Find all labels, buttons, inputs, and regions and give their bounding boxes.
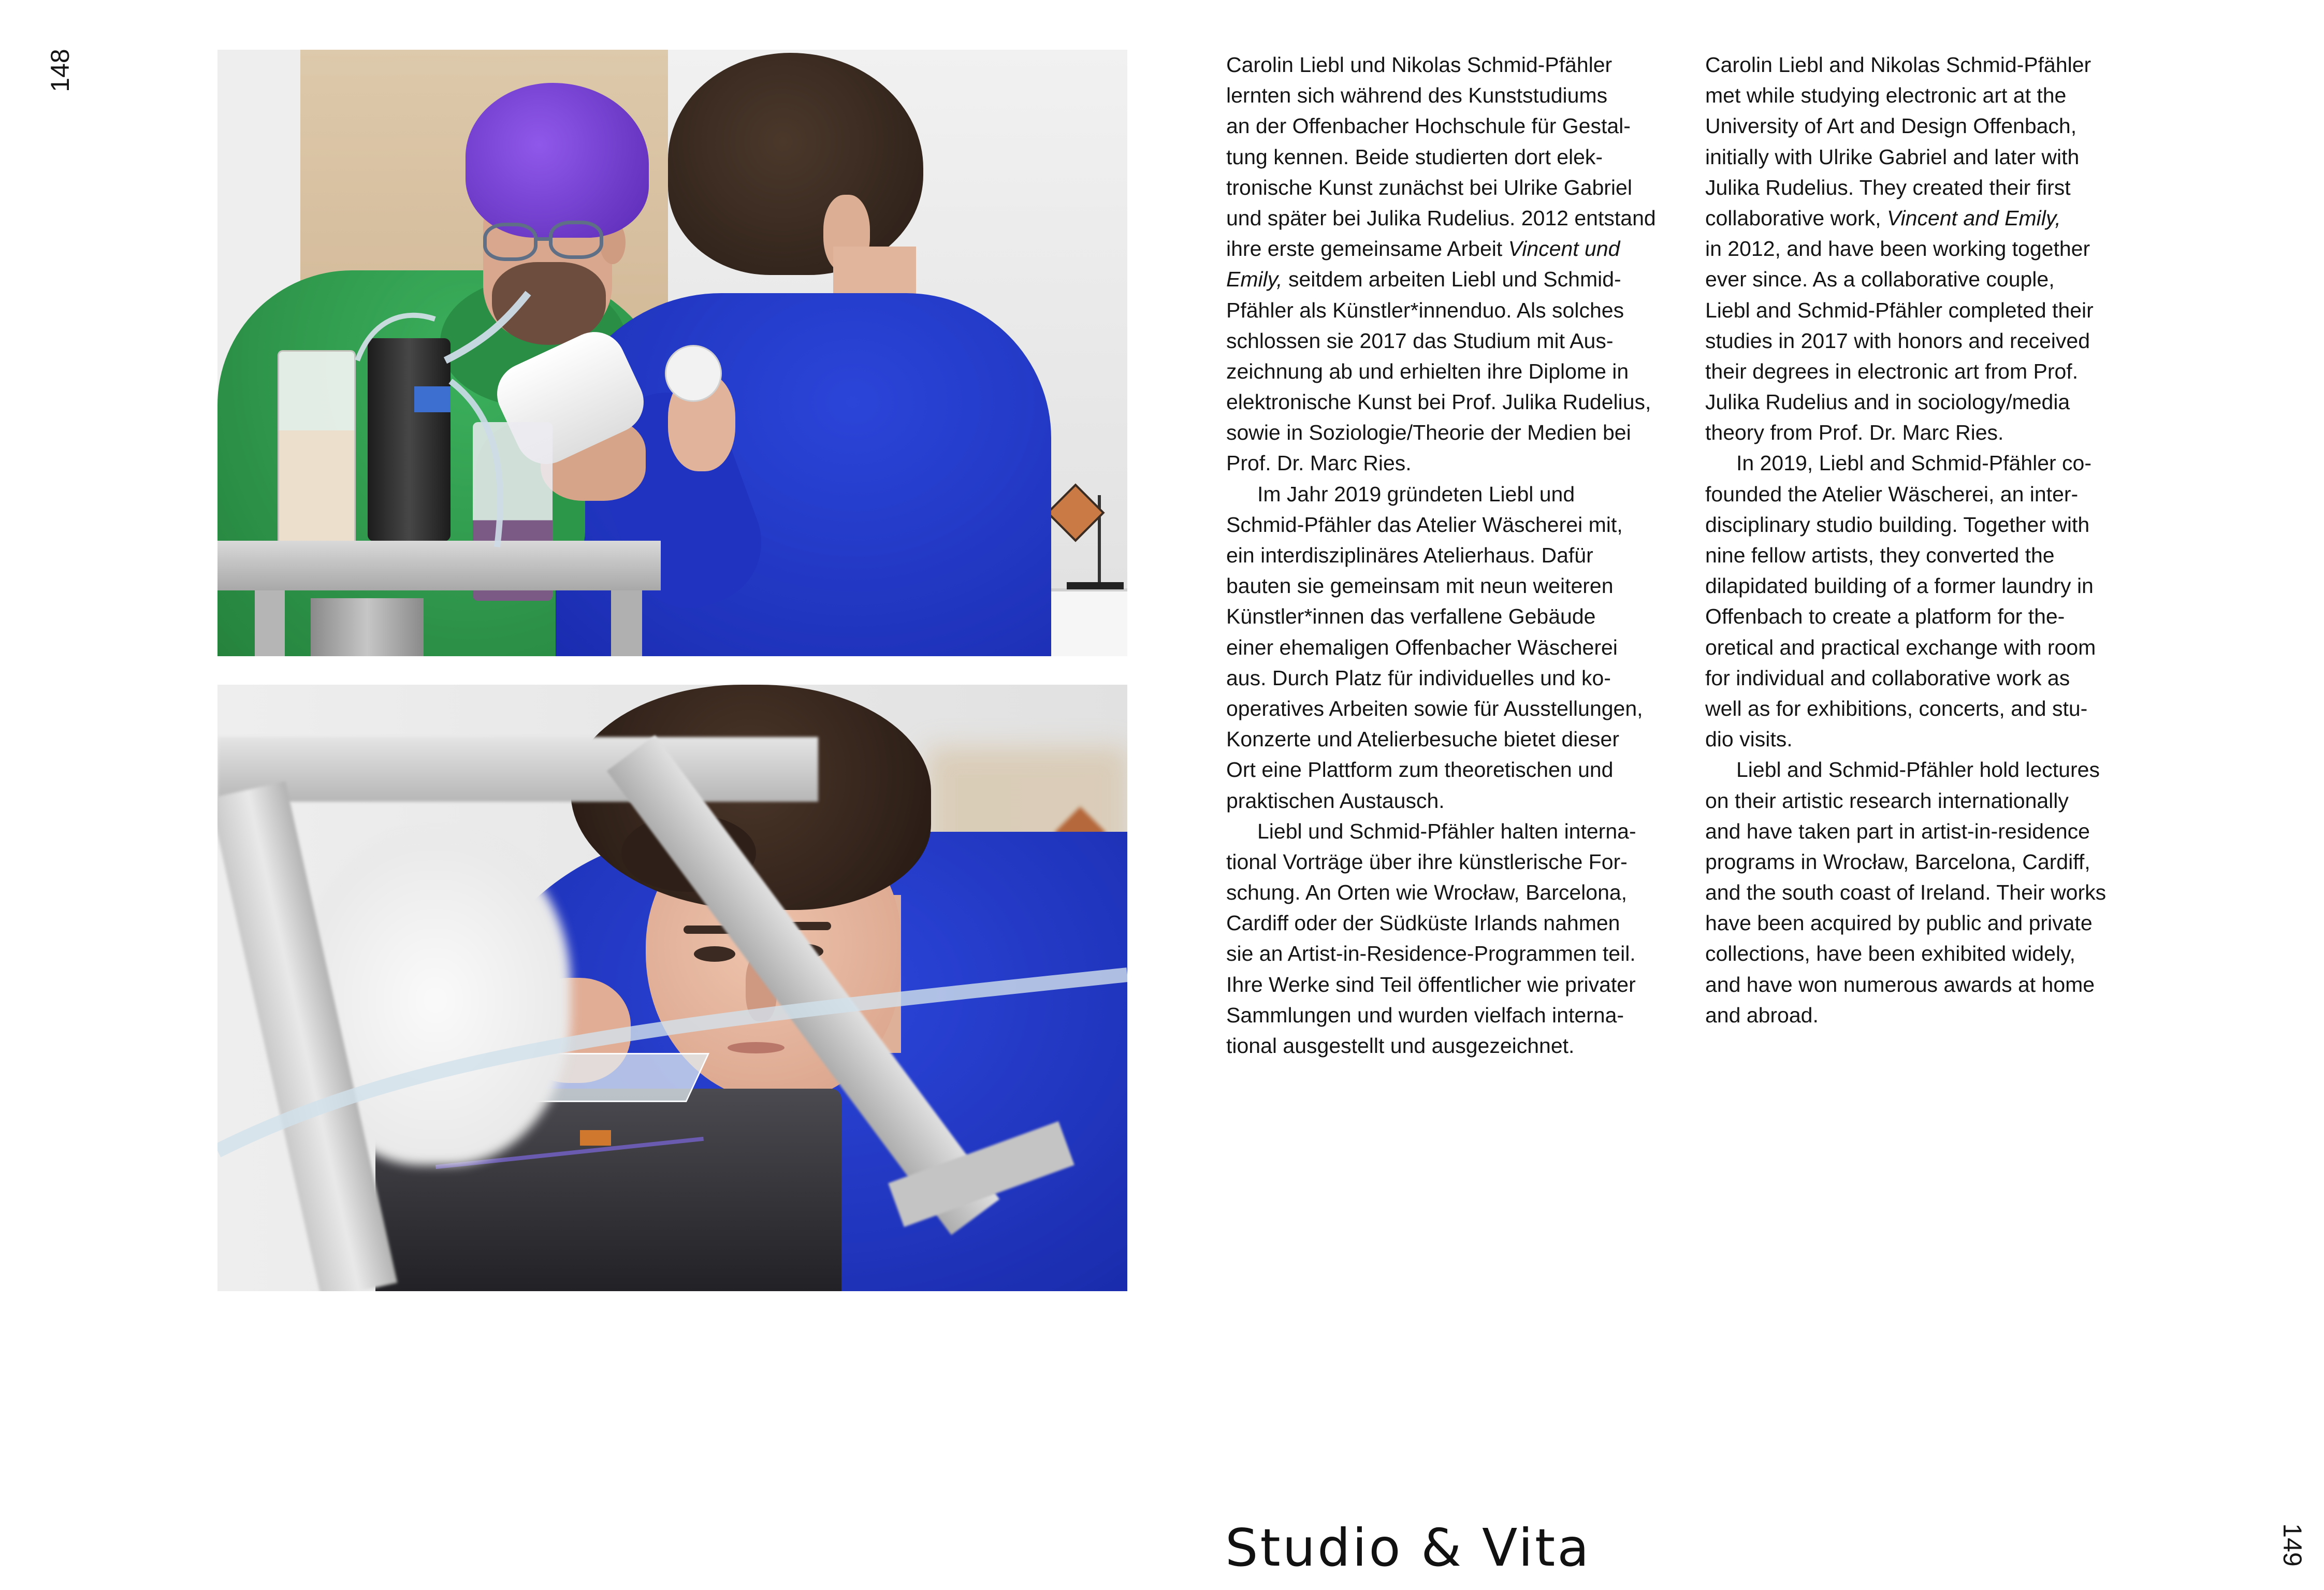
text-line: for individual and collaborative work as bbox=[1705, 666, 2070, 690]
photo-top bbox=[217, 50, 1127, 656]
text-line: dio visits. bbox=[1705, 727, 1793, 751]
text-line bbox=[1705, 203, 2161, 234]
text-line: elektronische Kunst bei Prof. Julika Rudelius, bbox=[1226, 390, 1651, 414]
text-line: initially with Ulrike Gabriel and later with bbox=[1705, 144, 2080, 169]
text-line: In 2019, Liebl and Schmid-Pfähler co- bbox=[1736, 451, 2092, 475]
text-line: operatives Arbeiten sowie für Ausstellungen, bbox=[1226, 696, 1643, 720]
photo-bottom bbox=[217, 685, 1127, 1291]
text-segment: seitdem arbeiten Liebl und Schmid- bbox=[1282, 267, 1621, 292]
text-line: schlossen sie 2017 das Studium mit Aus- bbox=[1226, 328, 1614, 353]
text-line: einer ehemaligen Offenbacher Wäscherei bbox=[1226, 635, 1618, 659]
text-line: ever since. As a collaborative couple, bbox=[1705, 267, 2055, 292]
paragraph bbox=[1705, 50, 2161, 448]
text-line bbox=[1226, 234, 1682, 264]
paragraph bbox=[1226, 816, 1682, 1062]
text-line: and the south coast of Ireland. Their works bbox=[1705, 880, 2107, 905]
text-line: have been acquired by public and private bbox=[1705, 911, 2093, 935]
text-line: Künstler*innen das verfallene Gebäude bbox=[1226, 604, 1596, 629]
text-line: their degrees in electronic art from Prof. bbox=[1705, 359, 2079, 383]
italic-work-title: Vincent und bbox=[1508, 237, 1620, 261]
text-line: and have taken part in artist-in-residence bbox=[1705, 819, 2090, 843]
text-line: sowie in Soziologie/Theorie der Medien bei bbox=[1226, 421, 1631, 445]
text-line: Julika Rudelius and in sociology/media bbox=[1705, 390, 2070, 414]
text-line: programs in Wrocław, Barcelona, Cardiff, bbox=[1705, 849, 2090, 874]
text-line: on their artistic research internationally bbox=[1705, 788, 2069, 813]
text-line: Liebl and Schmid-Pfähler hold lectures bbox=[1736, 758, 2100, 782]
text-line: Offenbach to create a platform for the- bbox=[1705, 604, 2065, 629]
text-line: tung kennen. Beide studierten dort elek- bbox=[1226, 144, 1603, 169]
text-line: and abroad. bbox=[1705, 1003, 1819, 1027]
italic-work-title: Vincent and Emily, bbox=[1886, 206, 2061, 230]
text-line: tional Vorträge über ihre künstlerische For- bbox=[1226, 849, 1628, 874]
text-line: aus. Durch Platz für individuelles und ko- bbox=[1226, 666, 1611, 690]
text-line: well as for exhibitions, concerts, and stu- bbox=[1705, 696, 2088, 720]
text-line: met while studying electronic art at the bbox=[1705, 83, 2067, 108]
text-line: studies in 2017 with honors and received bbox=[1705, 328, 2090, 353]
page-number-left: 148 bbox=[46, 49, 75, 92]
page-number-right: 149 bbox=[2278, 1523, 2307, 1567]
text-line: nine fellow artists, they converted the bbox=[1705, 543, 2055, 567]
text-line: collections, have been exhibited widely, bbox=[1705, 942, 2075, 966]
text-line: Konzerte und Atelierbesuche bietet dieser bbox=[1226, 727, 1620, 751]
text-line: tional ausgestellt und ausgezeichnet. bbox=[1226, 1034, 1575, 1058]
text-line: disciplinary studio building. Together with bbox=[1705, 512, 2090, 537]
text-column-german bbox=[1226, 50, 1682, 1061]
text-line: tronische Kunst zunächst bei Ulrike Gabriel bbox=[1226, 175, 1632, 199]
text-line: bauten sie gemeinsam mit neun weiteren bbox=[1226, 574, 1614, 598]
text-line: Julika Rudelius. They created their first bbox=[1705, 175, 2071, 199]
text-line: oretical and practical exchange with room bbox=[1705, 635, 2096, 659]
text-line: Carolin Liebl und Nikolas Schmid-Pfähler bbox=[1226, 53, 1613, 77]
text-line: Ihre Werke sind Teil öffentlicher wie privater bbox=[1226, 972, 1636, 996]
text-line: University of Art and Design Offenbach, bbox=[1705, 114, 2077, 138]
paragraph bbox=[1226, 50, 1682, 479]
text-line: Prof. Dr. Marc Ries. bbox=[1226, 451, 1412, 475]
paragraph bbox=[1226, 479, 1682, 816]
text-line: praktischen Austausch. bbox=[1226, 788, 1445, 813]
paragraph bbox=[1705, 448, 2161, 755]
text-line: Cardiff oder der Südküste Irlands nahmen bbox=[1226, 911, 1620, 935]
paragraph bbox=[1705, 755, 2161, 1031]
tubes bbox=[217, 50, 1127, 656]
text-line: Im Jahr 2019 gründeten Liebl und bbox=[1257, 482, 1575, 506]
text-line: Ort eine Plattform zum theoretischen und bbox=[1226, 758, 1614, 782]
italic-work-title: Emily, bbox=[1226, 267, 1283, 292]
text-line: Liebl und Schmid-Pfähler halten interna- bbox=[1257, 819, 1636, 843]
text-line: founded the Atelier Wäscherei, an inter- bbox=[1705, 482, 2079, 506]
text-line: lernten sich während des Kunststudiums bbox=[1226, 83, 1608, 108]
text-line: und später bei Julika Rudelius. 2012 entstand bbox=[1226, 206, 1656, 230]
text-line: ein interdisziplinäres Atelierhaus. Dafür bbox=[1226, 543, 1593, 567]
text-line: sie an Artist-in-Residence-Programmen teil. bbox=[1226, 942, 1636, 966]
section-heading: Studio & Vita bbox=[1225, 1517, 1591, 1578]
text-line: an der Offenbacher Hochschule für Gestal- bbox=[1226, 114, 1631, 138]
text-line: in 2012, and have been working together bbox=[1705, 237, 2090, 261]
tube bbox=[217, 685, 1127, 1291]
text-line: Liebl and Schmid-Pfähler completed their bbox=[1705, 298, 2094, 322]
text-line: Carolin Liebl and Nikolas Schmid-Pfähler bbox=[1705, 53, 2091, 77]
text-line: Pfähler als Künstler*innenduo. Als solches bbox=[1226, 298, 1624, 322]
text-segment: ihre erste gemeinsame Arbeit bbox=[1226, 237, 1508, 261]
text-line: Schmid-Pfähler das Atelier Wäscherei mit, bbox=[1226, 512, 1623, 537]
text-line: and have won numerous awards at home bbox=[1705, 972, 2095, 996]
text-column-english bbox=[1705, 50, 2161, 1031]
text-line: dilapidated building of a former laundry in bbox=[1705, 574, 2094, 598]
text-line: zeichnung ab und erhielten ihre Diplome in bbox=[1226, 359, 1629, 383]
text-line: Sammlungen und wurden vielfach interna- bbox=[1226, 1003, 1624, 1027]
text-segment: collaborative work, bbox=[1705, 206, 1887, 230]
text-line bbox=[1226, 264, 1682, 295]
text-line: theory from Prof. Dr. Marc Ries. bbox=[1705, 421, 2004, 445]
text-line: schung. An Orten wie Wrocław, Barcelona, bbox=[1226, 880, 1628, 905]
